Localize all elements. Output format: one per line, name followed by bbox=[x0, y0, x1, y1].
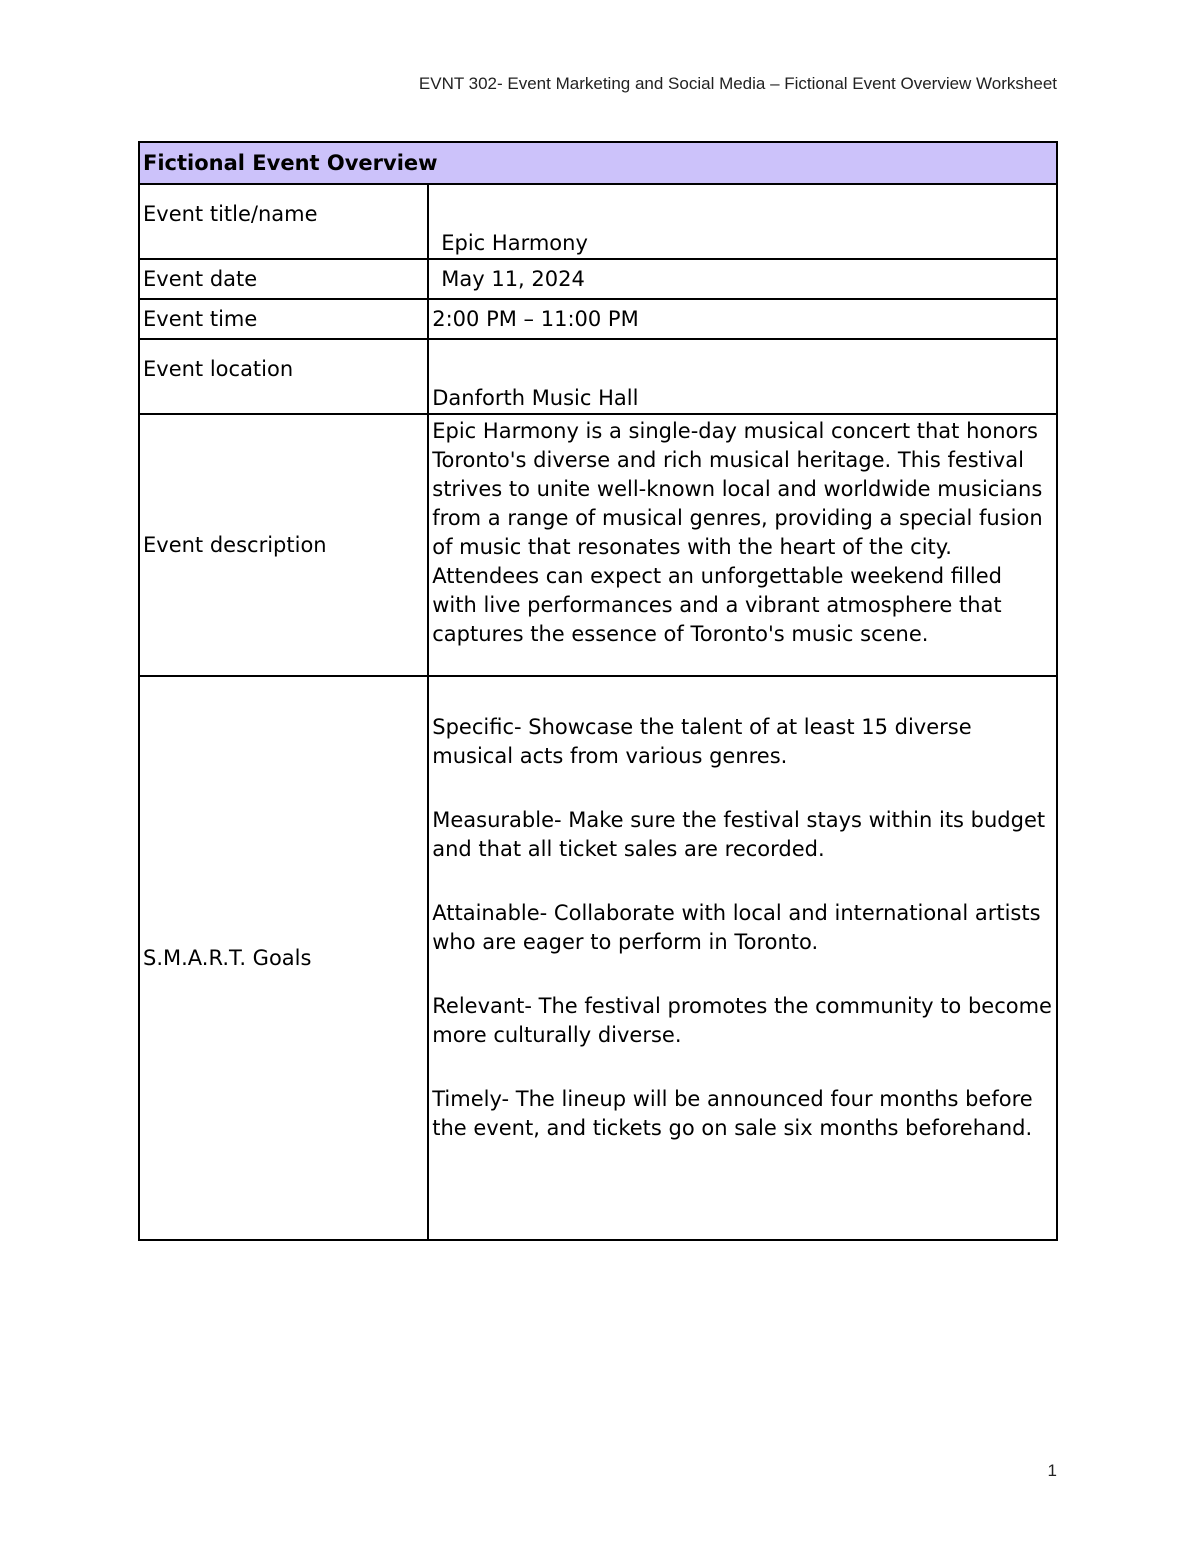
goal-timely: Timely- The lineup will be announced four months before the event, and tickets go on sale six months beforehand. bbox=[432, 1087, 1033, 1140]
event-title-label: Event title/name bbox=[139, 184, 428, 259]
smart-goals-label: S.M.A.R.T. Goals bbox=[139, 676, 428, 1240]
event-description-label: Event description bbox=[139, 414, 428, 676]
running-header: EVNT 302- Event Marketing and Social Media – Fictional Event Overview Worksheet bbox=[418, 74, 1057, 93]
table-title-row bbox=[139, 142, 1057, 184]
event-date-label: Event date bbox=[139, 259, 428, 299]
event-title-value: Epic Harmony bbox=[428, 184, 1057, 259]
table-row bbox=[139, 676, 1057, 1240]
goal-specific: Specific- Showcase the talent of at least 15 diverse musical acts from various genres. bbox=[432, 715, 972, 768]
goal-attainable: Attainable- Collaborate with local and international artists who are eager to perform in Toronto. bbox=[432, 901, 1041, 954]
event-location-label: Event location bbox=[139, 339, 428, 414]
event-time-value: 2:00 PM – 11:00 PM bbox=[428, 299, 1057, 339]
table-row bbox=[139, 259, 1057, 299]
goal-measurable: Measurable- Make sure the festival stays within its budget and that all ticket sales are recorded. bbox=[432, 808, 1046, 861]
event-location-value: Danforth Music Hall bbox=[428, 339, 1057, 414]
table-row bbox=[139, 184, 1057, 259]
event-overview-table bbox=[138, 141, 1058, 1241]
smart-goals-list bbox=[428, 676, 1057, 1240]
table-title: Fictional Event Overview bbox=[139, 142, 1057, 184]
table-row bbox=[139, 339, 1057, 414]
table-row bbox=[139, 299, 1057, 339]
event-date-value: May 11, 2024 bbox=[428, 259, 1057, 299]
page-number: 1 bbox=[1047, 1461, 1057, 1480]
event-time-label: Event time bbox=[139, 299, 428, 339]
table-row bbox=[139, 414, 1057, 676]
event-description-value: Epic Harmony is a single-day musical concert that honors Toronto's diverse and rich musical heritage. This festival strives to unite well-known local and worldwide musicians from a range of musical genres, providing a special fusion of music that resonates with the heart of the city. Attendees can expect an unforgettable weekend filled with live performances and a vibrant atmosphere that captures the essence of Toronto's music scene. bbox=[428, 414, 1057, 676]
goal-relevant: Relevant- The festival promotes the community to become more culturally diverse. bbox=[432, 994, 1052, 1047]
